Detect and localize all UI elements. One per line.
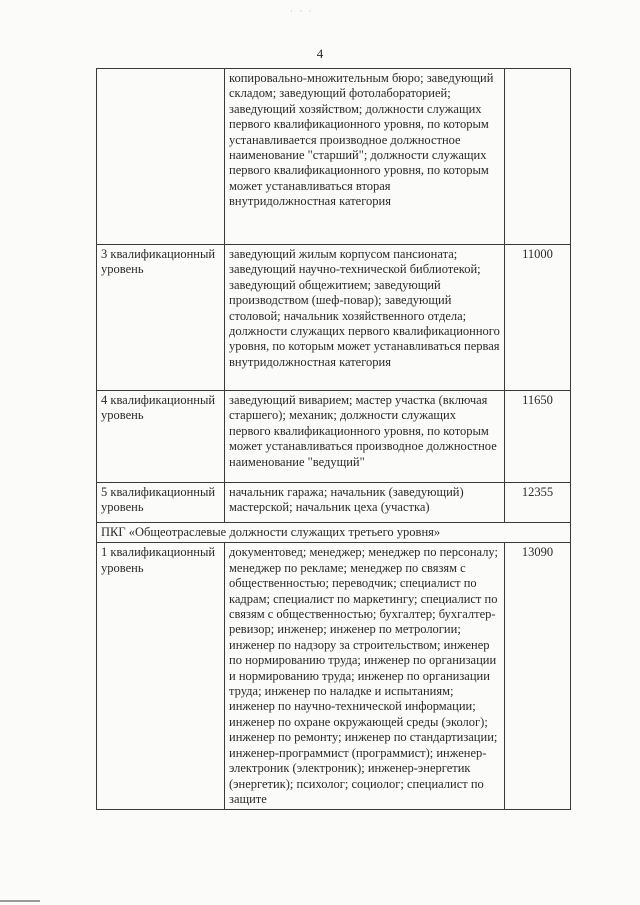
page-number: 4 xyxy=(316,46,324,61)
level-cell: 4 квалификационный уровень xyxy=(97,391,225,483)
table-row xyxy=(97,543,571,810)
level-cell: 5 квалификационный уровень xyxy=(97,483,225,523)
level-cell xyxy=(97,69,225,245)
positions-cell: заведующий жилым корпусом пансионата; заведующий научно-технической библиотекой; заведующий общежитием; заведующий производством (шеф-повар); заведующий столовой; начальник хозяйственного отдела; должности служащих первого квалификационного уровня, по которым может устанавливаться первая внутридолжностная категория xyxy=(225,245,505,391)
positions-cell: копировально-множительным бюро; заведующий складом; заведующий фотолабораторией; заведующий хозяйством; должности служащих первого квалификационного уровня, по которым устанавливается производное должностное наименование "старший"; должности служащих первого квалификационного уровня, по которым может устанавливаться вторая внутридолжностная категория xyxy=(225,69,505,245)
table-row xyxy=(97,245,571,391)
group-title: ПКГ «Общеотраслевые должности служащих третьего уровня» xyxy=(97,523,571,543)
positions-cell: заведующий виварием; мастер участка (включая старшего); механик; должности служащих первого квалификационного уровня, по которым может устанавливаться производное должностное наименование "ведущий" xyxy=(225,391,505,483)
amount-cell xyxy=(505,69,571,245)
table-row xyxy=(97,69,571,245)
positions-cell: начальник гаража; начальник (заведующий) мастерской; начальник цеха (участка) xyxy=(225,483,505,523)
table-row xyxy=(97,483,571,523)
table-row xyxy=(97,391,571,483)
level-cell: 1 квалификационный уровень xyxy=(97,543,225,810)
salary-table xyxy=(96,68,571,810)
scan-artifact: · · · xyxy=(290,6,314,16)
amount-cell: 11650 xyxy=(505,391,571,483)
scan-edge-mark xyxy=(0,900,40,902)
level-cell: 3 квалификационный уровень xyxy=(97,245,225,391)
positions-cell: документовед; менеджер; менеджер по персоналу; менеджер по рекламе; менеджер по связям с общественностью; переводчик; специалист по кадрам; специалист по маркетингу; специалист по связям с общественностью; бухгалтер; бухгалтер-ревизор; инженер; инженер по метрологии; инженер по надзору за строительством; инженер по нормированию труда; инженер по организации и нормированию труда; инженер по организации труда; инженер по наладке и испытаниям; инженер по научно-технической информации; инженер по охране окружающей среды (эколог); инженер по ремонту; инженер по стандартизации; инженер-программист (программист); инженер-электроник (электроник); инженер-энергетик (энергетик); психолог; социолог; специалист по защите xyxy=(225,543,505,810)
amount-cell: 12355 xyxy=(505,483,571,523)
amount-cell: 13090 xyxy=(505,543,571,810)
amount-cell: 11000 xyxy=(505,245,571,391)
group-header-row xyxy=(97,523,571,543)
